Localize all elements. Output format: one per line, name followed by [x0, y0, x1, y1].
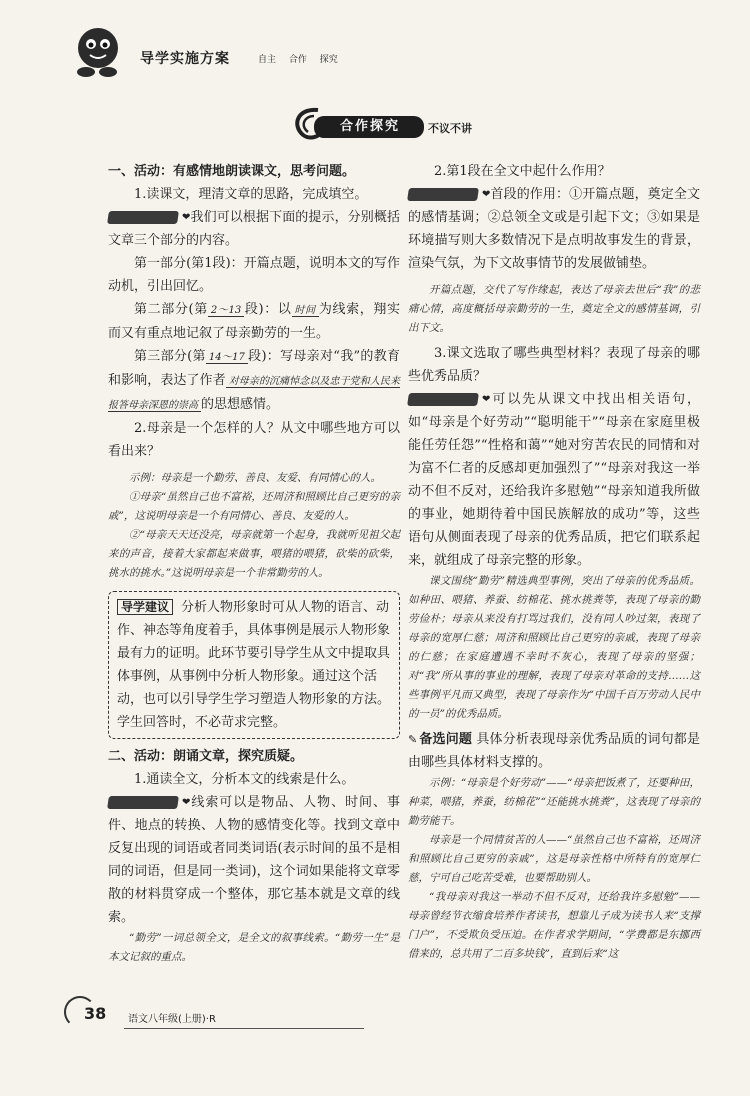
backup-example: 示例：“母亲是个好劳动”——“母亲把饭煮了，还要种田，种菜，喂猪，养蚕，纺棉花”“还能挑水挑粪”，这表现了母亲的勤劳能干。: [408, 777, 700, 827]
study-tip-box: [108, 591, 400, 739]
page-footer: [64, 1002, 404, 1032]
question-3-hint: ❤ 线索可以是物品、人物、时间、事件、地点的转换、人物的感情变化等。找到文章中反复出现的词语或者同类词语(表示时间的虽不是相同的词语，但是同一类词)，这个词如果能将文章零散的材料贯穿成一个整体，那它基本就是文章的线索。: [108, 791, 400, 929]
part-2: 第二部分(第 2～13 段)：以 时间 为线索，翔实而又有重点地记叙了母亲勤劳的一生。: [108, 302, 401, 341]
banner-subtitle: 不议不讲: [428, 122, 472, 135]
question-2-example: 示例：母亲是一个勤劳、善良、友爱、有同情心的人。: [129, 472, 381, 484]
backup-point-3: “我母亲对我这一举动不但不反对，还给我许多慰勉”——母亲曾经节衣缩食培养作者读书，想靠儿子成为读书人来“支撑门户”，不受欺负受压迫。在作者求学期间，“学费都是东挪西借来的，总共用了二百多块钱”，直到后来“这: [408, 891, 700, 960]
part-1: 第一部分(第1段)：开篇点题，说明本文的写作动机，引出回忆。: [108, 256, 400, 294]
backup-question-text: 具体分析表现母亲优秀品质的词句都是由哪些具体材料支撑的。: [408, 732, 700, 770]
method-badge: [408, 388, 490, 411]
backup-question: [408, 728, 700, 774]
question-3-answer: “勤劳”一词总领全文，是全文的叙事线索。“勤劳一生”是本文记叙的重点。: [108, 932, 400, 963]
method-badge: [408, 183, 490, 206]
book-title: 语文八年级(上册)·R: [128, 1014, 216, 1025]
backup-point-2: 母亲是一个同情贫苦的人——“虽然自己也不富裕，还周济和照顾比自己更穷的亲戚”，这是母亲性格中所特有的宽厚仁慈，宁可自己吃苦受难，也要帮助别人。: [408, 834, 700, 884]
pen-icon: ✎: [408, 733, 418, 746]
question-2: 2.母亲是一个怎样的人？从文中哪些地方可以看出来？: [108, 421, 400, 459]
heart-icon: ❤: [182, 212, 191, 223]
right-column: [408, 160, 700, 964]
backup-question-label: 备选问题: [419, 732, 473, 747]
method-badge: [108, 206, 190, 229]
header-tags: 自主 合作 探究: [258, 55, 338, 65]
part-3: 第三部分(第 14～17 段)：写母亲对“我”的教育和影响，表达了作者 对母亲的沉痛悼念以及忠于党和人民来报答母亲深恩的崇高 的思想感情。: [108, 349, 400, 412]
question-1: 1.读课文，理清文章的思路，完成填空。: [134, 187, 368, 202]
banner-title: 合作探究: [339, 119, 400, 134]
question-r3-answer: 课文围绕“勤劳”精选典型事例，突出了母亲的优秀品质。如种田、喂猪、养蚕、纺棉花、挑水挑粪等，表现了母亲的勤劳俭朴；母亲从来没有打骂过我们，没有同人吵过架，表现了母亲的宽厚仁慈；周济和照顾比自己更穷的亲戚，表现了母亲的仁慈；在家庭遭遇不幸时不灰心，表现了母亲的坚强；对“我”所从事的事业的理解，表现了母亲对革命的支持……这些事例平凡而又典型，表现了母亲作为“中国千百万劳动人民中的一员”的优秀品质。: [408, 575, 700, 720]
study-tip-label: 导学建议: [117, 599, 173, 615]
question-r3: 3.课文选取了哪些典型材料？表现了母亲的哪些优秀品质？: [408, 346, 700, 384]
question-r2-answer: 开篇点题，交代了写作缘起，表达了母亲去世后“我”的悲痛心情，高度概括母亲勤劳的一生，奠定全文的感情基调，引出下文。: [408, 284, 700, 334]
question-1-hint: ❤ 我们可以根据下面的提示，分别概括文章三个部分的内容。: [108, 206, 400, 252]
activity2-title: 二、活动：朗诵文章，探究质疑。: [108, 749, 304, 764]
question-r2: 2.第1段在全文中起什么作用？: [434, 164, 611, 179]
question-r2-hint: ❤ 首段的作用：①开篇点题，奠定全文的感情基调；②总领全文或是引起下文；③如果是环境描写则大多数情况下是点明故事发生的背景，渲染气氛，为下文故事情节的发展做铺垫。: [408, 183, 700, 275]
question-r3-hint: ❤ 可以先从课文中找出相关语句，如“母亲是个好劳动”“聪明能干”“母亲在家庭里极能任劳任怨”“性格和蔼”“她对穷苦农民的同情和对为富不仁者的反感却更加强烈了”“母亲对我这一举动不但不反对，还给我许多慰勉”“母亲知道我所做的事业，她期待着中国民族解放的成功”等，这些语句从侧面表现了母亲的优秀品质，把它们联系起来，就组成了母亲完整的形象。: [408, 388, 700, 572]
page-header: [68, 18, 708, 80]
heart-icon: ❤: [482, 189, 491, 200]
method-badge: [108, 791, 190, 814]
footer-divider: [124, 1028, 364, 1029]
page-number: 38: [84, 1004, 107, 1023]
mascot-logo-icon: [68, 22, 126, 80]
heart-icon: ❤: [182, 797, 191, 808]
activity1-title: 一、活动：有感情地朗读课文，思考问题。: [108, 164, 356, 179]
header-title: 导学实施方案: [140, 51, 230, 67]
question-2-point-1: ①母亲“虽然自己也不富裕，还周济和照顾比自己更穷的亲戚”，这说明母亲是一个有同情心、善良、友爱的人。: [108, 491, 400, 522]
heart-icon: ❤: [482, 394, 491, 405]
left-column: [108, 160, 400, 967]
question-2-point-2: ②“母亲天天还没亮，母亲就第一个起身，我就听见祖父起来的声音，接着大家都起来做事，喂猪的喂猪，砍柴的砍柴，挑水的挑水。”这说明母亲是一个非常勤劳的人。: [108, 529, 400, 579]
question-3: 1.通读全文，分析本文的线索是什么。: [134, 772, 355, 787]
section-banner: [288, 100, 528, 145]
study-tip-text: 分析人物形象时可从人物的语言、动作、神态等角度着手，具体事例是展示人物形象最有力的证明。此环节要引导学生从文中提取具体事例，从事例中分析人物形象。通过这个活动，也可以引导学生学习塑造人物形象的方法。学生回答时，不必苛求完整。: [117, 600, 391, 730]
